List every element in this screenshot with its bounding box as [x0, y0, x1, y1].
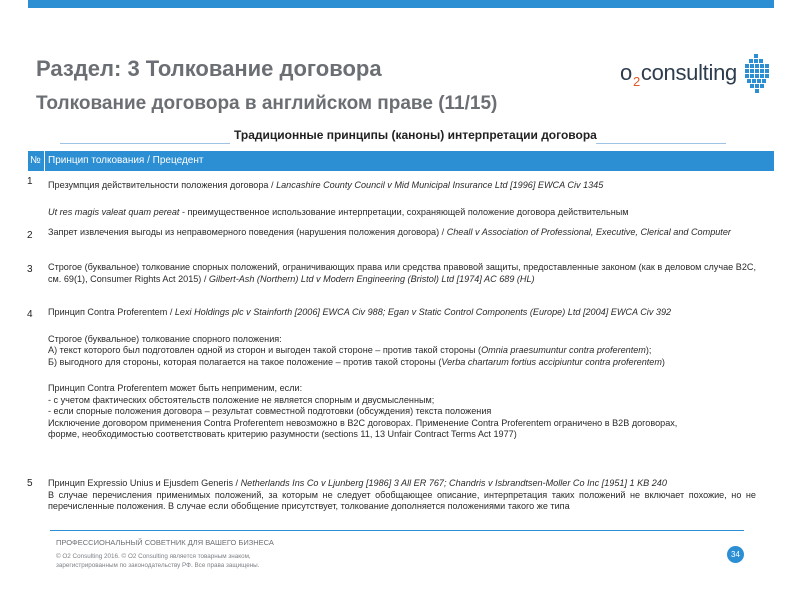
table-header	[28, 151, 774, 171]
copyright-notice: © O2 Consulting 2016. © O2 Consulting является товарным знаком, зарегистрированным по законодательству РФ. Все права защищены.	[56, 553, 260, 569]
list-item: - если спорные положения договора – результат совместной подготовки (обсуждения) текста положения	[48, 406, 492, 416]
row-text: А) текст которого был подготовлен одной из сторон и выгоден такой стороне – против такой стороны (Omnia praesumuntur contra proferentem);	[48, 345, 652, 355]
row-title: Принцип Contra Proferentem / Lexi Holdings plc v Stainforth [2006] EWCA Civ 988; Egan v Static Control Components (Europe) Ltd [2004] EWCA Civ 392	[48, 307, 672, 317]
header-divider	[44, 151, 45, 171]
caption-rule-right	[596, 143, 726, 144]
row-number: 5	[27, 478, 33, 489]
table-row	[48, 262, 756, 285]
section-title: Раздел: 3 Толкование договора	[36, 56, 382, 81]
list-item: - с учетом фактических обстоятельств положение не является спорным и двусмысленным;	[48, 394, 435, 405]
row-text: Строгое (буквальное) толкование спорного положения:	[48, 333, 282, 344]
table-row	[48, 180, 756, 218]
row-number: 2	[27, 230, 33, 241]
row-text: Запрет извлечения выгоды из неправомерного поведения (нарушения положения договора) / Cheall v Association of Professional, Executive, Clerical and Computer	[48, 227, 731, 237]
row-text: В случае перечисления применимых положений, за которым не следует обобщающее описание, интерпретация таких положений не включает похожие, но не перечисленные положения. В случае если обобщение присутствует, толкование дополняется положениями такого же типа	[48, 489, 756, 511]
row-text: Презумпция действительности положения договора / Lancashire County Council v Mid Municipal Insurance Ltd [1996] EWCA Civ 1345	[48, 180, 604, 190]
row-text: Исключение договором применения Contra Proferentem невозможно в B2C договорах. Применение Contra Proferentem ограничено в B2B договорах,	[48, 417, 678, 428]
table-row	[48, 227, 756, 239]
column-header-principle: Принцип толкования / Прецедент	[48, 155, 204, 166]
logo-wordmark: $o_2consulting$	[620, 60, 737, 89]
row-text: Б) выгодного для стороны, которая полагается на такое положение – против такой стороны (Verba chartarum fortius accipiuntur contra proferentem)	[48, 356, 665, 367]
table-row	[48, 478, 756, 513]
caption-rule-left	[60, 143, 230, 144]
row-text: Строгое (буквальное) толкование спорных положений, ограничивающих права или средства правовой защиты, предоставленные законом (как в деловом случае B2C, см. 69(1), Consumer Rights Act 2015) / Gilbert-Ash (Northern) Ltd v Modern Engineering (Bristol) Ltd [1974] AC 689 (HL)	[48, 262, 756, 284]
table-caption: Традиционные принципы (каноны) интерпретации договора	[234, 128, 597, 142]
row-text: форме, необходимостью соответствовать критерию разумности (sections 11, 13 Unfair Contract Terms Act 1977)	[48, 429, 517, 439]
row-number: 3	[27, 264, 33, 275]
table-row	[48, 307, 756, 441]
row-number: 4	[27, 309, 33, 320]
page-number-badge: 34	[727, 546, 744, 563]
row-title: Принцип Expressio Unius и Ejusdem Generis / Netherlands Ins Co v Ljunberg [1986] 3 All ER 767; Chandris v Isbrandtsen-Moller Co Inc [1951] 1 KB 240	[48, 478, 667, 488]
row-text: Ut res magis valeat quam pereat - преимущественное использование интерпретации, сохраняющей положение договора действительным	[48, 206, 629, 217]
footer-rule	[50, 530, 744, 531]
row-text: Принцип Contra Proferentem может быть неприменим, если:	[48, 383, 303, 393]
dot-globe-icon	[744, 52, 770, 96]
footer-slogan: ПРОФЕССИОНАЛЬНЫЙ СОВЕТНИК ДЛЯ ВАШЕГО БИЗНЕСА	[56, 538, 274, 547]
row-number: 1	[27, 176, 33, 187]
column-header-num: №	[30, 155, 41, 166]
top-accent-bar	[28, 0, 774, 8]
o2-consulting-logo	[620, 52, 770, 100]
slide-subtitle: Толкование договора в английском праве (11/15)	[36, 93, 498, 114]
